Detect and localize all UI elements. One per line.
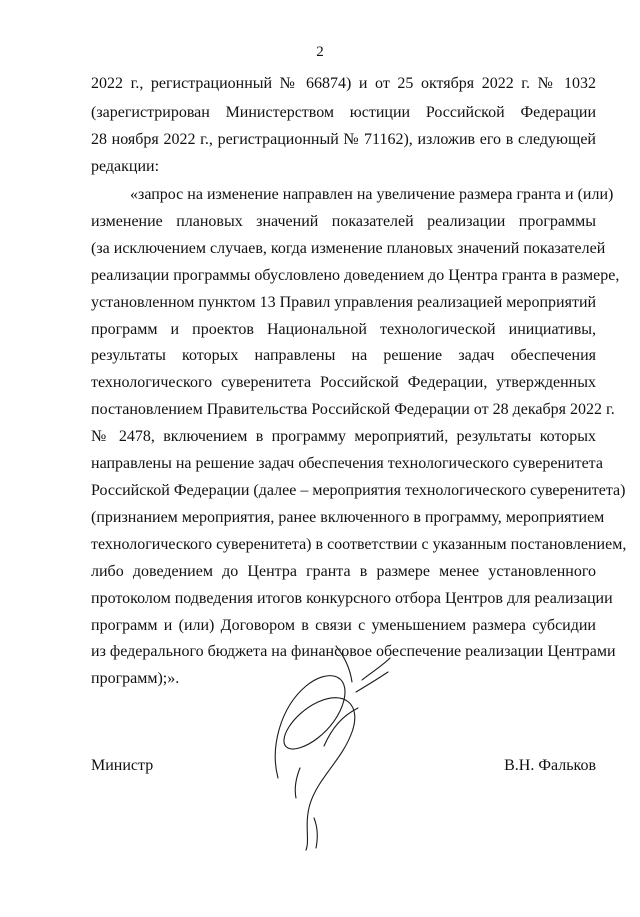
body-line: технологического суверенитета) в соответствии с указанным постановлением,: [91, 536, 627, 553]
body-line: (за исключением случаев, когда изменение плановых значений показателей: [91, 240, 606, 257]
body-line: из федерального бюджета на финансовое обеспечение реализации Центрами: [91, 643, 616, 660]
body-line: программ и проектов Национальной технологической инициативы,: [91, 321, 596, 338]
body-line: либо доведением до Центра гранта в размере менее установленного: [91, 563, 596, 580]
body-line: 28 ноября 2022 г., регистрационный № 71162), изложив его в следующей: [91, 131, 596, 148]
body-line: установленном пунктом 13 Правил управления реализацией мероприятий: [91, 294, 597, 311]
body-line: программ);».: [91, 670, 180, 687]
body-line: № 2478, включением в программу мероприятий, результаты которых: [91, 428, 596, 445]
body-line: изменение плановых значений показателей реализации программы: [91, 213, 596, 230]
body-line: Российской Федерации (далее – мероприятия технологического суверенитета): [91, 482, 626, 499]
body-line: 2022 г., регистрационный № 66874) и от 25 октября 2022 г. № 1032: [91, 75, 596, 92]
body-line: реализации программы обусловлено доведением до Центра гранта в размере,: [91, 267, 620, 284]
body-line: (зарегистрирован Министерством юстиции Российской Федерации: [91, 104, 596, 121]
signatory-name: В.Н. Фальков: [504, 757, 596, 774]
body-line: «запрос на изменение направлен на увеличение размера гранта и (или): [130, 186, 614, 203]
body-line: направлены на решение задач обеспечения технологического суверенитета: [91, 455, 603, 472]
page-number: 2: [316, 44, 324, 60]
body-line: программ и (или) Договором в связи с уменьшением размера субсидии: [91, 617, 596, 634]
signatory-role: Министр: [91, 757, 154, 774]
body-line: редакции:: [91, 158, 160, 175]
body-line: результаты которых направлены на решение задач обеспечения: [91, 347, 596, 364]
handwritten-signature: [240, 628, 420, 858]
body-line: протоколом подведения итогов конкурсного отбора Центров для реализации: [91, 590, 613, 607]
body-line: (признанием мероприятия, ранее включенного в программу, мероприятием: [91, 509, 605, 526]
body-line: постановлением Правительства Российской Федерации от 28 декабря 2022 г.: [91, 401, 615, 418]
body-line: технологического суверенитета Российской Федерации, утвержденных: [91, 374, 596, 391]
